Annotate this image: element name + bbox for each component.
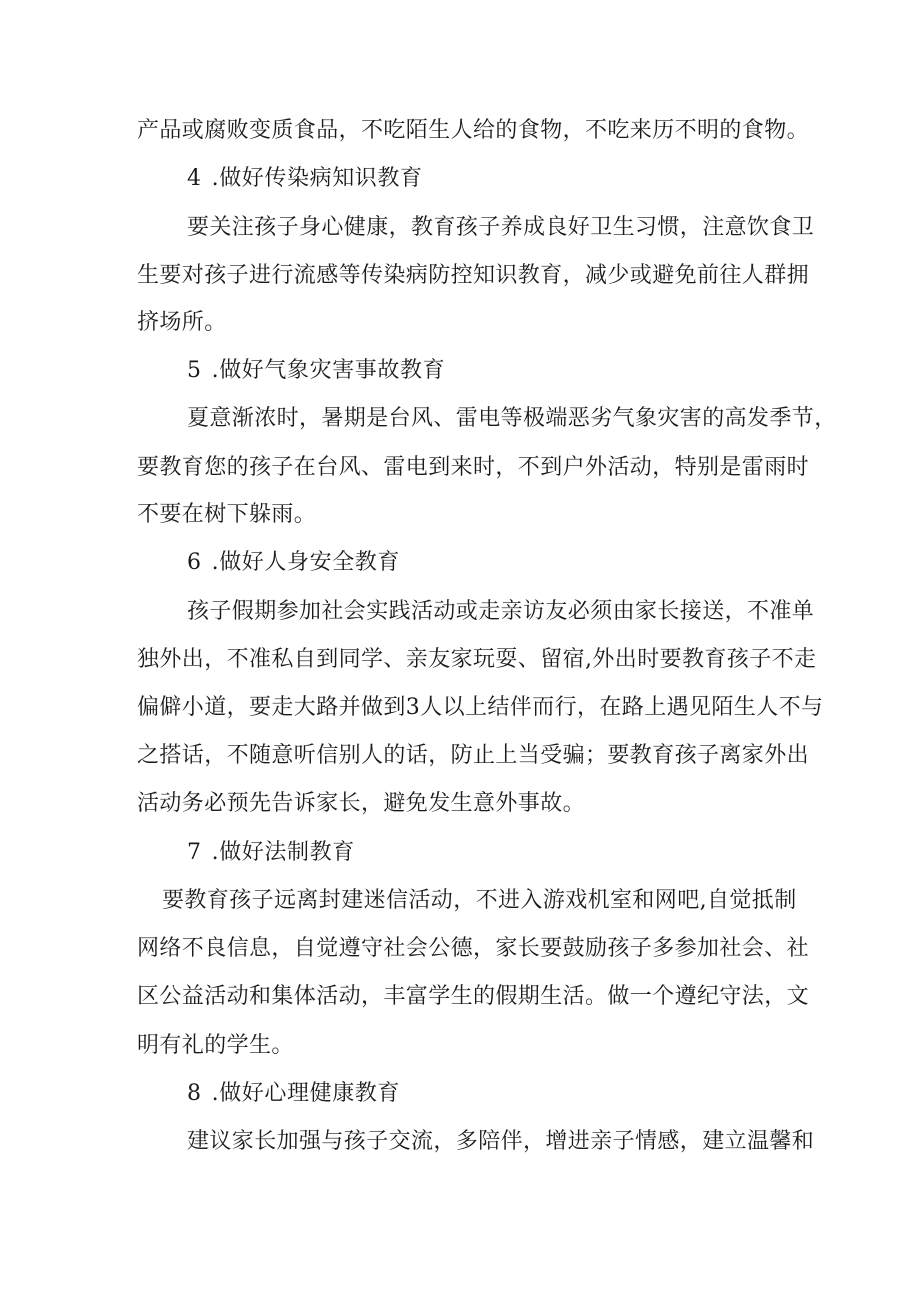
heading-text: .做好法制教育 — [211, 840, 355, 865]
body-line: 偏僻小道，要走大路并做到3人以上结伴而行，在路上遇见陌生人不与 — [137, 695, 824, 720]
body-line: 要教育您的孩子在台风、雷电到来时，不到户外活动，特别是雷雨时 — [137, 455, 810, 480]
heading-text: .做好人身安全教育 — [211, 550, 401, 575]
section-heading-4 — [187, 164, 423, 194]
body-line: 活动务必预先告诉家长，避免发生意外事故。 — [137, 791, 586, 816]
body-line: 挤场所。 — [137, 310, 227, 335]
body-line: 要关注孩子身心健康，教育孩子养成良好卫生习惯，注意饮食卫 — [187, 215, 815, 240]
body-line: 产品或腐败变质食品，不吃陌生人给的食物，不吃来历不明的食物。 — [137, 118, 810, 143]
section-heading-5 — [187, 356, 445, 386]
body-line: 明有礼的学生。 — [137, 1033, 294, 1058]
body-line: 之搭话，不随意听信别人的话，防止上当受骗；要教育孩子离家外出 — [137, 743, 810, 768]
body-line: 要教育孩子远离封建迷信活动，不进入游戏机室和网吧,自觉抵制 — [162, 888, 797, 913]
body-line: 孩子假期参加社会实践活动或走亲访友必须由家长接送，不准单 — [187, 599, 815, 624]
heading-text: .做好传染病知识教育 — [211, 166, 423, 191]
body-line: 网络不良信息，自觉遵守社会公德，家长要鼓励孩子多参加社会、社 — [137, 936, 810, 961]
section-heading-8 — [187, 1079, 400, 1109]
body-line: 建议家长加强与孩子交流，多陪伴，增进亲子情感，建立温馨和 — [187, 1129, 815, 1154]
body-line: 区公益活动和集体活动，丰富学生的假期生活。做一个遵纪守法，文 — [137, 984, 810, 1009]
body-line: 生要对孩子进行流感等传染病防控知识教育，减少或避免前往人群拥 — [137, 263, 810, 288]
heading-number: 4 — [187, 166, 202, 191]
body-line: 不要在树下躲雨。 — [137, 502, 317, 527]
heading-number: 7 — [187, 840, 202, 865]
section-heading-7 — [187, 838, 355, 868]
heading-number: 8 — [187, 1081, 202, 1106]
heading-number: 6 — [187, 550, 202, 575]
heading-text: .做好气象灾害事故教育 — [211, 358, 446, 383]
heading-number: 5 — [187, 358, 202, 383]
body-line: 独外出，不准私自到同学、亲友家玩耍、留宿,外出时要教育孩子不走 — [137, 647, 817, 672]
body-line: 夏意渐浓时，暑期是台风、雷电等极端恶劣气象灾害的高发季节， — [187, 406, 837, 431]
section-heading-6 — [187, 548, 400, 578]
heading-text: .做好心理健康教育 — [211, 1081, 401, 1106]
